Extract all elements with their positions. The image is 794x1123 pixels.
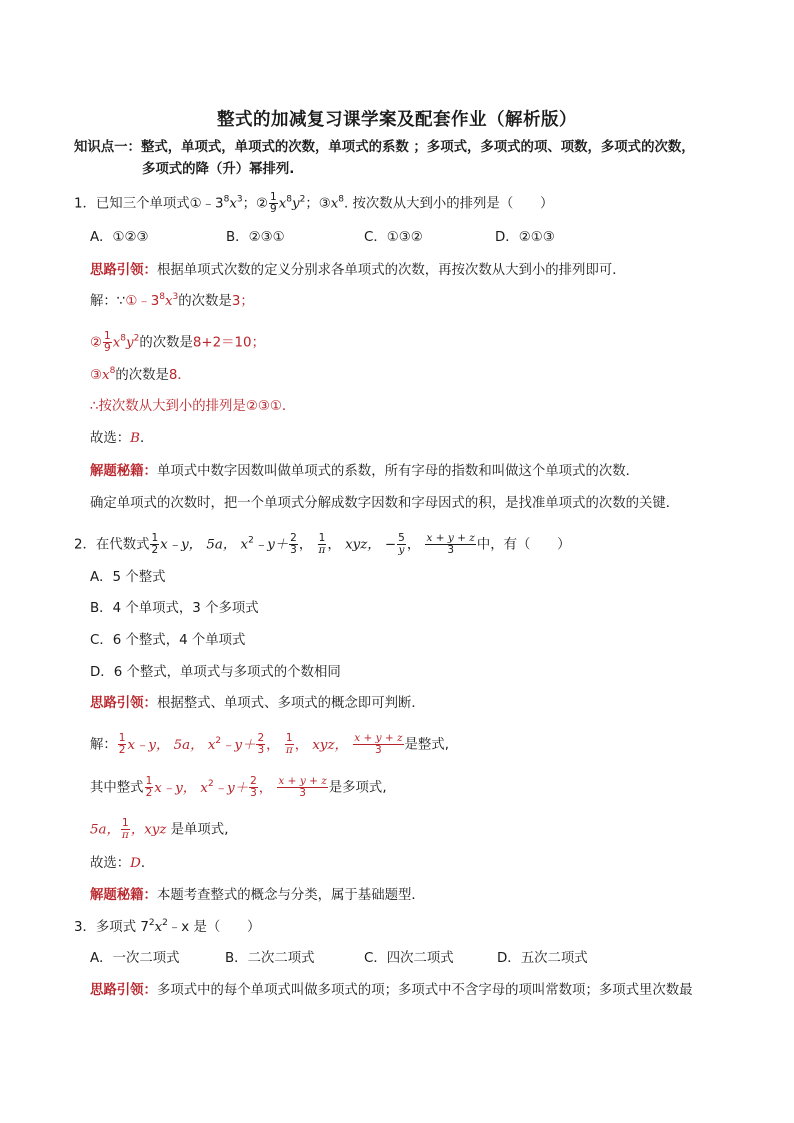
q3-option-b[interactable]: B．二次二项式	[225, 951, 315, 966]
fraction: $\frac{1}{\pi}$	[318, 532, 326, 557]
fraction: $\frac{2}{3}$	[250, 775, 257, 800]
fraction: $\frac{x + y + z}{3}$	[354, 732, 403, 757]
fraction: $\frac{5}{y}$	[398, 532, 405, 557]
q2-answer: 故选：D．	[90, 856, 155, 871]
q3-option-c[interactable]: C．四次二项式	[364, 951, 454, 966]
q2-option-c[interactable]: C．6 个整式，4 个单项式	[90, 633, 246, 648]
q2-option-a[interactable]: A．5 个整式	[90, 570, 166, 585]
q1-options	[90, 231, 555, 244]
fraction: $\frac{2}{3}$	[290, 532, 297, 557]
q2-solution-1: 解： $\frac{1}{2}$ x﹣y， 5a， $x^2﹣y+$ $\frac{2}{3}$ ， $\frac{1}{\pi}$ ， xyz， $\frac{x + y + z}{3}$ 是整式,	[90, 732, 449, 757]
fraction: $\frac{1}{2}$	[118, 732, 126, 757]
q3-stem: 3．多项式 $7^2x^2﹣x$ 是（ ）	[74, 918, 261, 935]
q3-option-a[interactable]: A．一次二项式	[90, 951, 180, 966]
q2-hint: 思路引领：根据整式、单项式、多项式的概念即可判断．	[90, 696, 425, 711]
q1-answer: 故选：B．	[90, 431, 154, 446]
q1-solution-4: ∴按次数从大到小的排列是②③①．	[90, 399, 296, 414]
q1-solution-3: $③x^8$的次数是8．	[90, 366, 191, 383]
fraction: $\frac{1}{9}$	[104, 330, 111, 355]
fraction: $\frac{1}{2}$	[145, 775, 153, 800]
fraction: $\frac{1}{\pi}$	[285, 732, 293, 757]
fraction: $\frac{x + y + z}{3}$	[278, 775, 327, 800]
q1-option-d[interactable]: D．②①③	[495, 230, 555, 245]
q1-solution-1: 解：$\because ①﹣3^8x^3$的次数是3；	[90, 292, 254, 309]
fraction: $\frac{2}{3}$	[257, 732, 265, 757]
q1-secret: 解题秘籍：单项式中数字因数叫做单项式的系数，所有字母的指数和叫做这个单项式的次数．	[90, 464, 640, 479]
q2-option-b[interactable]: B．4 个单项式，3 个多项式	[90, 601, 259, 616]
q2-solution-2: 其中整式 $\frac{1}{2}$ x﹣y， $x^2﹣y+$ $\frac{2}{3}$ ， $\frac{x + y + z}{3}$ 是多项式,	[90, 775, 387, 800]
q3-hint: 思路引领：多项式中的每个单项式叫做多项式的项；多项式中不含字母的项叫常数项；多项式里次数最	[90, 983, 693, 998]
q1-hint: 思路引领：根据单项式次数的定义分别求各单项式的次数，再按次数从大到小的排列即可．	[90, 263, 626, 278]
q2-option-d[interactable]: D．6 个整式，单项式与多项式的个数相同	[90, 665, 341, 680]
q3-options	[90, 952, 588, 965]
q1-secret-2: 确定单项式的次数时，把一个单项式分解成数字因数和字母因式的积，是找准单项式的次数的关键．	[90, 496, 680, 511]
fraction: $\frac{1}{\pi}$	[121, 817, 129, 842]
q1-solution-2: ② $\frac{1}{9}$ $x^8y^2$的次数是8+2＝10；	[90, 330, 265, 355]
fraction: $\frac{1}{2}$	[151, 532, 159, 557]
fraction: $\frac{x + y + z}{3}$	[426, 532, 475, 557]
q1-option-c[interactable]: C．①③②	[364, 230, 423, 245]
q1-option-a[interactable]: A．①②③	[90, 230, 149, 245]
q1-stem: 1．已知三个单项式$①﹣3^8x^3$；② $\frac{1}{9}$ $x^8y^2$；$③x^8$. 按次数从大到小的排列是（ ）	[74, 191, 554, 216]
q2-secret: 解题秘籍：本题考查整式的概念与分类，属于基础题型．	[90, 888, 425, 903]
q2-stem: 2．在代数式 $\frac{1}{2}$ x﹣y， 5a， $x^2﹣y+$ $\frac{2}{3}$ ， $\frac{1}{\pi}$ ， xyz， − $\frac{5}{y}$ ， $\frac{x + y + z}{3}$ 中，有（ ）	[74, 532, 571, 557]
knowledge-point-line2: 多项式的降（升）幂排列.	[142, 162, 295, 177]
q3-option-d[interactable]: D．五次二项式	[497, 951, 588, 966]
q2-solution-3: 5a， $\frac{1}{\pi}$ ，xyz 是单项式,	[90, 817, 229, 842]
page-title: 整式的加减复习课学案及配套作业（解析版）	[217, 110, 577, 130]
knowledge-point-line1: 知识点一：整式，单项式，单项式的次数，单项式的系数 ；多项式，多项式的项、项数，多项式的次数，	[74, 140, 695, 155]
q1-option-b[interactable]: B．②③①	[226, 230, 285, 245]
fraction: $\frac{1}{9}$	[270, 191, 277, 216]
